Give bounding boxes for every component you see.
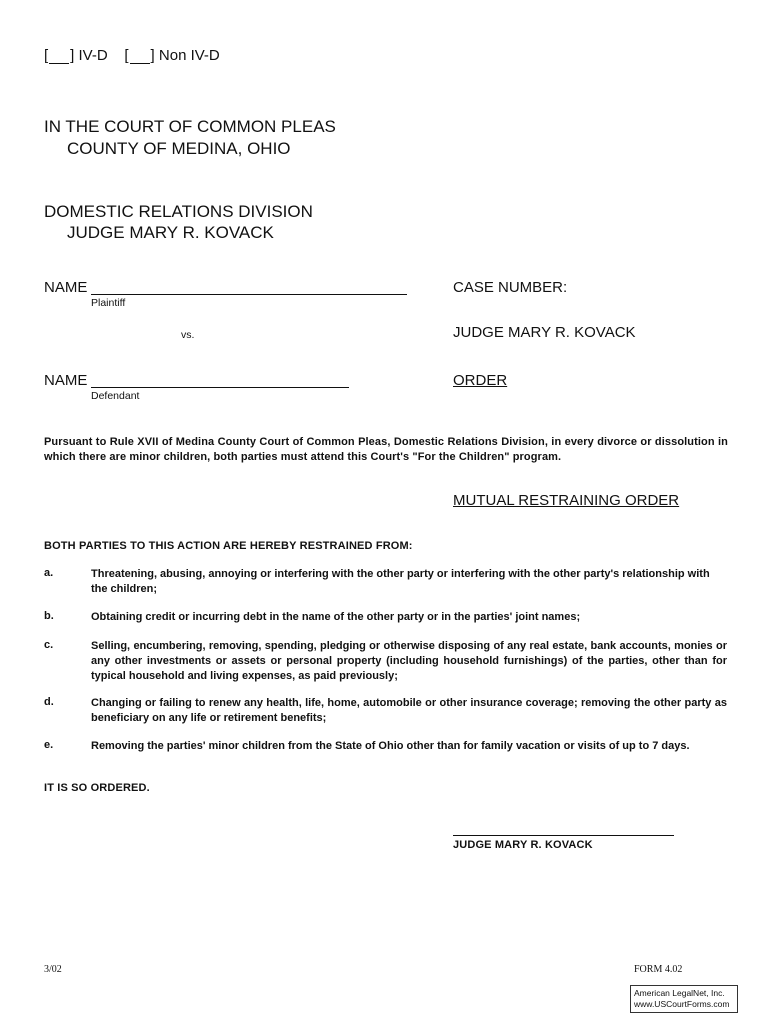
non-ivd-checkbox[interactable] [130, 49, 150, 64]
court-line2: COUNTY OF MEDINA, OHIO [67, 139, 291, 158]
court-line1: IN THE COURT OF COMMON PLEAS [44, 117, 336, 136]
defendant-name-line[interactable] [91, 387, 349, 388]
case-number-label: CASE NUMBER: [453, 279, 568, 296]
division-title: DOMESTIC RELATIONS DIVISION [44, 202, 313, 221]
item-letter: b. [44, 610, 54, 622]
ivd-checkbox-row [44, 47, 220, 64]
publisher-box [630, 985, 738, 1013]
vs-label: vs. [181, 329, 195, 341]
signature-name: JUDGE MARY R. KOVACK [453, 839, 593, 851]
order-title: ORDER [453, 372, 508, 389]
mutual-order-title: MUTUAL RESTRAINING ORDER [453, 492, 680, 509]
footer-date: 3/02 [44, 964, 62, 975]
ivd-checkbox[interactable] [49, 49, 69, 64]
defendant-label: Defendant [91, 390, 140, 402]
item-letter: d. [44, 696, 54, 708]
item-text: Threatening, abusing, annoying or interfering with the other party or interfering with the other party's relationship with the children; [91, 568, 710, 595]
bracket-open: [ [44, 47, 49, 64]
item-text: Selling, encumbering, removing, spending, pledging or otherwise disposing of any real estate, bank accounts, monies or any other investments or assets or personal property (including household furnishings) of the parties, other than for typical household and living expenses, as paid previously; [91, 640, 727, 682]
judge-title: JUDGE MARY R. KOVACK [67, 223, 274, 242]
publisher-name: American LegalNet, Inc. [634, 988, 725, 998]
item-letter: c. [44, 639, 54, 651]
non-ivd-label: Non IV-D [158, 47, 220, 64]
bracket-close: ] [70, 47, 75, 64]
item-text: Obtaining credit or incurring debt in the name of the other party or in the parties' joint names; [91, 611, 581, 623]
judge-right: JUDGE MARY R. KOVACK [453, 324, 636, 341]
publisher-url[interactable]: www.USCourtForms.com [634, 999, 730, 1009]
signature-line[interactable] [453, 835, 674, 836]
so-ordered: IT IS SO ORDERED. [44, 782, 150, 794]
item-letter: e. [44, 739, 54, 751]
item-text: Changing or failing to renew any health, life, home, automobile or other insurance coverage; removing the other party as beneficiary on any life or retirement benefits; [91, 697, 727, 724]
intro-paragraph: Pursuant to Rule XVII of Medina County Court of Common Pleas, Domestic Relations Division, in every divorce or dissolution in which there are minor children, both parties must attend this Court's "For the Children" program. [44, 436, 728, 463]
bracket-close: ] [150, 47, 155, 64]
item-text: Removing the parties' minor children from the State of Ohio other than for family vacation or visits of up to 7 days. [91, 740, 690, 752]
plaintiff-name-line[interactable] [91, 294, 407, 295]
footer-form-number: FORM 4.02 [634, 964, 683, 975]
item-letter: a. [44, 567, 54, 579]
ivd-label: IV-D [78, 47, 108, 64]
name1-label: NAME [44, 279, 88, 296]
name2-label: NAME [44, 372, 88, 389]
bracket-open: [ [124, 47, 129, 64]
plaintiff-label: Plaintiff [91, 297, 126, 309]
restrained-heading: BOTH PARTIES TO THIS ACTION ARE HEREBY RESTRAINED FROM: [44, 540, 413, 552]
